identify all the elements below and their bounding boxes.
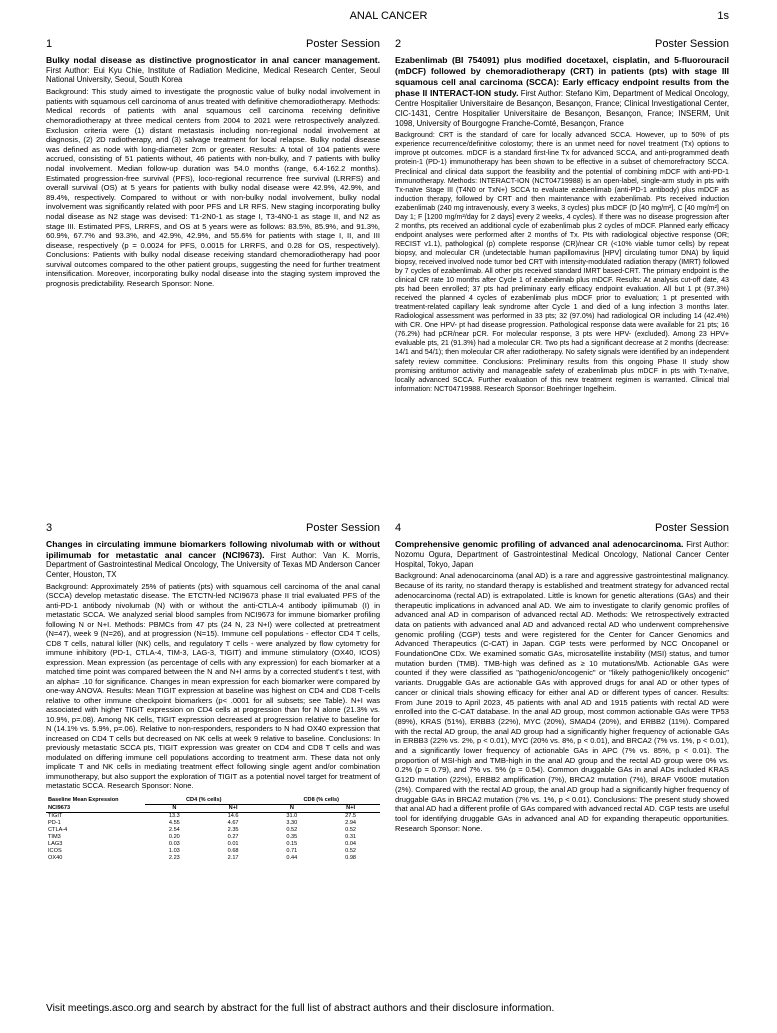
table-stub-subheader: NCI9673 [46,804,145,812]
abstract-title: Changes in circulating immune biomarkers following nivolumab with or without ipilimumab for metastatic anal cancer (NCI9673). [46,539,380,560]
footer-disclosure-note: Visit meetings.asco.org and search by abstract for the full list of abstract authors and their disclosure information. [46,1003,555,1014]
table-row: ICOS 1.03 0.68 0.71 0.52 [48,847,357,854]
table-row: LAG3 0.03 0.01 0.15 0.04 [48,840,357,847]
session-label: Poster Session [306,522,380,534]
table-column-header: N+I [321,804,380,812]
author-info: First Author: Stefano Kim, Department of Medical Oncology, Centre Hospitalier Universitaire de Besançon, Besançon, France; Clinical Investigational Center, CIC-1431, Centre Hospitalier Universitaire de Besançon, Besançon, France; INSERM, Unit 1098, University of Bourgogne Franche-Comté, Besançon, France [395,89,729,129]
abstract-header [395,38,729,52]
session-label: Poster Session [306,38,380,50]
abstract-title: Bulky nodal disease as distinctive prognosticator in anal cancer management. [46,55,380,65]
running-head [0,8,777,24]
table-row: TIM3 0.20 0.27 0.35 0.31 [48,833,357,840]
abstract-text: Background: Approximately 25% of patients (pts) with squamous cell carcinoma of the anal canal (SCCA) develop metastatic disease. The ETCTN-led NCI9673 phase II trial evaluated PFS of the anti-PD-1 antibody nivolumab (N) with or without the anti-CTLA-4 antibody ipilimumab (I) in metastatic SCCA. We analyzed serial blood samples from NCI9673 for immune biomarker profiling following N or N+I. Methods: PBMCs from 47 pts (24 N, 23 N+I) were collected at pretreatment (N=47), week 9 (N=26), and at progression (N=15). Immune cell populations - effector CD4 T cells, CD8 T cells, natural killer (NK) cells, and regulatory T cells - were analyzed by flow cytometry for immune inhibitory (PD-1, CTLA-4, TIM-3, LAG-3, TIGIT) and immune stimulatory (OX40, ICOS) expression. Mean expression (as percentage of cells with any expression) for each biomarker at a matched time point was compared between the N and N+I arms by a corrected student's t test, with an alpha= .10 for significance. Changes in mean expression for each biomarker were compared by one-way ANOVA. Results: Mean TIGIT expression at baseline was highest on CD4 and CD8 T-cells relative to other immune checkpoint biomarkers (p< .0001 for all subsets; see Table). N+I was associated with higher TIGIT expression on CD4 cells at progression than for N alone (21.3% vs. 10.9%, p=.08). Among NK cells, TIGIT expression decreased at progression relative to baseline for N (14.1% vs. 5.9%, p=.06). Relative to non-responders, responders to N had OX40 expression that increased on CD4 T cells but decreased on NK cells at week 9 relative to baseline. Conclusions: In previously metastatic SCCA pts, TIGIT expression was greater on CD4 and CD8 T cells and was modulated on differing immune cell populations according to treatment arm. These data not only implicate T and NK cells in mediating treatment effect following single agent and/or combination immunotherapy, but also support the exploration of TIGIT as a potential novel target for treatment of metastatic SCCA. Research Sponsor: None. [46,581,380,791]
abstract-title: Comprehensive genomic profiling of advanced anal adenocarcinoma. [395,539,684,549]
abstract-number: 1 [46,38,53,50]
table-row: TIGIT 13.3 14.6 31.0 27.5 [48,812,357,819]
table-row: PD-1 4.55 4.67 3.30 2.94 [48,819,357,826]
abstract-body [46,55,380,289]
abstract-body [395,55,729,394]
abstract-header [46,38,380,52]
table-column-header: N [262,804,321,812]
abstract-3 [46,522,380,862]
table-group-header-cd4: CD4 (% cells) [145,797,262,805]
table-row: CTLA-4 2.54 2.35 0.52 0.52 [48,826,357,833]
abstract-4 [395,522,729,833]
session-label: Poster Session [655,38,729,50]
abstract-text: Background: CRT is the standard of care for locally advanced SCCA. However, up to 50% of pts experience recurrence/definitive colostomy; there is an unmet need for novel treatment (Tx) options to improve pt outcomes. mDCF is a standard first-line Tx for advanced SCCA, and anti-programmed death protein-1 (PD-1) immunotherapy has been shown to be effective in a subset of chemorefractory SCCA. Preclinical and clinical data support the feasibility and the potential of combining mDCF with anti-PD-1 immunotherapy. Methods: INTERACT-ION (NCT04719988) is an open-label, single-arm study in pts with Tx-naïve Stage III (T4N0 or TxN+) SCCA to evaluate ezabenlimab (anti-PD-1 antibody) plus mDCF as induction therapy, followed by CRT and then maintenance with ezabenlimab. Pts received induction ezabenlimab (240 mg intravenously, every 3 weeks, 3 cycles) plus mDCF (D [40 mg/m²], C [40 mg/m²] on Day 1; F [1200 mg/m²/day for 2 days] every 2 weeks, 4 cycles). If there was no disease progression after 2 months, pts received an additional cycle of ezabenlimab plus 2 cycles of mDCF. Planned early efficacy endpoint analyses were performed after 2 months of Tx. Pts with radiological objective response (OR; RECIST v1.1), pathological (p) complete response (CR)/near CR (<10% viable tumor cells) by repeat biopsy, and molecular CR (undetectable human papillomavirus [HPV] circulating tumor DNA) by liquid biopsy, received involved node tumor bed CRT with intensity-modulated radiation therapy (IMRT) followed by 7 cycles of ezabenlimab. All other pts received standard IMRT based-CRT. The primary endpoint is the clinical CR rate 10 months after Cycle 1 of ezabenlimab plus mDCF. Results: At analysis cut-off date, 43 pts had been enrolled; 37 pts had preliminary early efficacy endpoint evaluation. All but 1 pt (97.3%) received the planned 4 cycles of ezabenlimab plus mDCF prior to evaluation; 1 pt presented with treatment-related capillary leak syndrome after Cycle 1 and died of a lung infection 3 months later. Radiological assessment was performed in 33 pts; 32 (97.0%) had radiological OR including 14 (42.4%) with CR. One HPV- pt had disease progression. Pathological response data were available for 21 pts; 16 (76.2%) had pCR/near pCR. For molecular response, 3 pts were HPV- (excluded). Among 23 HPV+ evaluable pts, 21 (91.3%) had a molecular CR. Two pts had a significant decrease at 2 months (decrease: 14/1 and 54/1); then molecular CR after radiotherapy. No safety signals were identified by an independent safety review committee. Conclusions: Preliminary results from this ongoing Phase II study show promising antitumor activity and manageable safety of ezabenlimab plus mDCF in pts with Tx-naïve, locally advanced SCCA. Further evaluation of this new treatment regimen is warranted. Clinical trial information: NCT04719988. Research Sponsor: Boehringer Ingelheim. [395,131,729,393]
biomarker-table [46,797,380,862]
session-label: Poster Session [655,522,729,534]
abstract-2 [395,38,729,394]
abstract-1 [46,38,380,289]
author-info: First Author: Van K. Morris, Department of Gastrointestinal Medical Oncology, The University of Texas MD Anderson Cancer Center, Houston, TX [46,550,380,580]
abstract-number: 4 [395,522,402,534]
table-row: OX40 2.23 2.17 0.44 0.98 [48,854,357,861]
abstract-number: 2 [395,38,402,50]
abstract-body [46,539,380,791]
abstract-header [395,522,729,536]
abstract-number: 3 [46,522,53,534]
table-stub-header: Baseline Mean Expression [48,797,119,804]
abstract-text: Background: This study aimed to investigate the prognostic value of bulky nodal involvement in patients with squamous cell carcinoma of anus treated with definitive chemoradiotherapy. Methods: Medical records of patients with anal squamous cell carcinoma receiving definitive chemoradiotherapy at three medical centers from 2004 to 2021 were retrospectively analyzed. Exclusion criteria were (1) distant metastasis including non-regional nodal involvement at diagnosis, (2) 2D radiotherapy, and (3) salvage treatment for local relapse. Bulky nodal disease was defined as node with long-diameter 2cm or greater. Results: A total of 104 patients were accrued, consisting of 51 patients without, 46 patients with non-bulky, and 7 patients with bulky nodal involvement. Median follow-up duration was 54.0 months (range, 6.4-162.2 months). Estimated progression-free survival (PFS), loco-regional recurrence free survival (LRRFS) and overall survival (OS) at 5 years for patients with bulky nodal disease were 42.9%, 42.9%, and 89.4%, respectively. Compared to without or with non-bulky nodal involvement, bulky nodal involvement was significantly related with poor PFS and LR RFS. New staging incorporating bulky nodal disease as N2 stage was devised: T1-2N0-1 as stage I, T3-4N0-1 as stage II, and N2 as stage III. Estimated PFS, LRRFS, and OS at 5 years were as follows: 83.5%, 85.9%, and 91.3%, 60.9%, 67.7% and 93.3%, and 42.9%, 42.9%, and 55.6% for patients with stage I, II, and III disease, respectively (p = 0.0024 for PFS, 0.0015 for LRRFS, and 0.28 for OS, respectively). Conclusions: Patients with bulky nodal disease receiving standard chemoradiotherapy had poor survival outcomes compared to the other patient groups, suggesting the need for further treatment intensification. Moreover, incorporating bulky nodal disease into the staging system improved the prognosis predictability. Research Sponsor: None. [46,87,380,289]
table-column-header: N [145,804,204,812]
abstract-title: Ezabenlimab (BI 754091) plus modified docetaxel, cisplatin, and 5-fluorouracil (mDCF) followed by chemoradiotherapy (CRT) in patients (pts) with stage III squamous cell anal carcinoma (SCCA): Early efficacy endpoint results from the phase II INTERACT-ION study. [395,55,729,99]
table-column-header: N+I [204,804,263,812]
abstract-text: Background: Anal adenocarcinoma (anal AD) is a rare and aggressive gastrointestinal malignancy. Because of its rarity, no standard therapy is established and treatment strategy for advanced rectal adenocarcinoma (rectal AD) is extrapolated. Little is known for genetic alterations (GAs) and their therapeutic implications in advanced anal AD. We aim to investigate to clarify genomic profiles of advanced anal AD in comparison of advanced rectal AD. Methods: We retrospectively extracted data on patients with advanced anal AD and advanced rectal AD who underwent comprehensive genomic profiling (CGP) tests and were registered for the Center for Cancer Genomics and Advanced Therapeutics (C-CAT) in Japan. CGP tests were performed by NCC Oncopanel or FoundationOne CDx. We examined somatic GAs, microsatellite instability (MSI) status, and tumor mutation burden (TMB). TMB-high was defined as ≥ 10 mutations/Mb. Actionable GAs were counted if they were classified as "pathogenic/oncogenic" or "likely pathogenic/likely oncogenic" variants. Druggable GAs are actionable GAs with approved drugs for anal AD or other types of cancer or clinical trials showing efficacy for either anal AD or different types of cancer. Results: From June 2019 to April 2023, 45 patients with anal AD and 1915 patients with rectal AD were enrolled into the C-CAT database. In the anal AD group, most common actionable GAs were TP53 (89%), KRAS (51%), ERBB3 (22%), MYC (20%), SMAD4 (20%), and ERBB2 (11%). Compared with the rectal AD group, the anal AD group had a significantly higher frequency of actionable GAs in ERBB3 (22% vs. 2%, p < 0.01), MYC (20% vs. 8%, p < 0.01), and BRCA2 (7% vs. 1%, p < 0.01), and a significantly lower frequency of actionable GAs in APC (7% vs. 85%, p < 0.01). The proportion of MSI-high and TMB-high in the anal AD group and the rectal AD group were 0% vs. 0.2% (p = 0.79), and 7% vs. 5% (p = 0.54). Common druggable GAs in anal ADs included KRAS G12D mutation (22%), ERBB2 amplification (7%), BRCA2 mutation (7%), BRAF V600E mutation (2%). Compared with the rectal AD group, the anal AD group had a significantly higher frequency of druggable GAs in BRCA2 mutation (7% vs. 1%, p < 0.01). Conclusions: The present study showed that anal AD had a different profile of GAs compared with advanced rectal AD. CGP tests are useful tool for identifying druggable GAs in advanced anal AD for expanding therapeutic opportunities. Research Sponsor: None. [395,571,729,833]
author-info: First Author: Nozomu Ogura, Department of Gastrointestinal Medical Oncology, National Cancer Center Hospital, Tokyo, Japan [395,540,729,569]
running-title: ANAL CANCER [349,10,428,22]
abstract-header [46,522,380,536]
page-number: 1s [717,10,729,22]
abstract-body [395,539,729,833]
author-info: First Author: Eui Kyu Chie, Institute of Radiation Medicine, Medical Research Center, Seoul National University, Seoul, South Korea [46,65,380,85]
table-group-header-cd8: CD8 (% cells) [262,797,380,805]
